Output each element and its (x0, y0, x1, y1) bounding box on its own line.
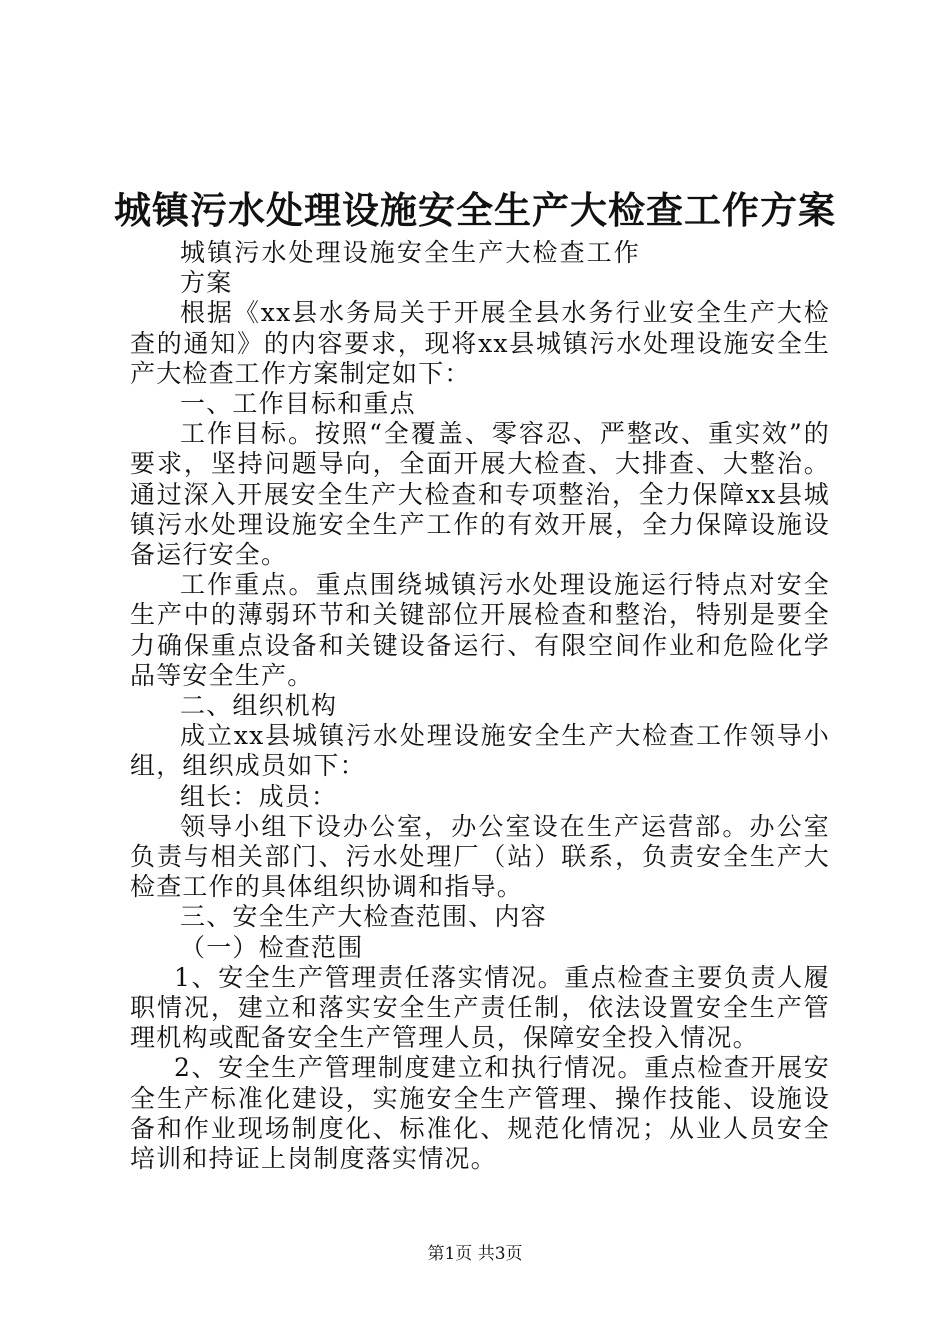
document-body (130, 238, 830, 1174)
list-item-1: 1、安全生产管理责任落实情况。重点检查主要负责人履职情况，建立和落实安全生产责任制，依法设置安全生产管理机构或配备安全生产管理人员，保障安全投入情况。 (130, 962, 830, 1053)
paragraph-members: 组长：成员： (180, 781, 338, 811)
paragraph-organization: 成立xx县城镇污水处理设施安全生产大检查工作领导小组，组织成员如下： (130, 721, 830, 781)
paragraph-goal: 工作目标。按照“全覆盖、零容忍、严整改、重实效”的要求，坚持问题导向，全面开展大检查、大排查、大整治。通过深入开展安全生产大检查和专项整治，全力保障xx县城镇污水处理设施安全生产工作的有效开展，全力保障设施设备运行安全。 (130, 419, 830, 570)
subsection-heading-1: （一）检查范围 (180, 932, 364, 962)
section-heading-3: 三、安全生产大检查范围、内容 (180, 902, 547, 932)
paragraph-focus: 工作重点。重点围绕城镇污水处理设施运行特点对安全生产中的薄弱环节和关键部位开展检查和整治，特别是要全力确保重点设备和关键设备运行、有限空间作业和危险化学品等安全生产。 (130, 570, 830, 690)
list-item-2: 2、安全生产管理制度建立和执行情况。重点检查开展安全生产标准化建设，实施安全生产管理、操作技能、设施设备和作业现场制度化、标准化、规范化情况；从业人员安全培训和持证上岗制度落实情况。 (130, 1053, 830, 1174)
document-title: 城镇污水处理设施安全生产大检查工作方案 (114, 188, 836, 232)
paragraph-office: 领导小组下设办公室，办公室设在生产运营部。办公室负责与相关部门、污水处理厂（站）联系，负责安全生产大检查工作的具体组织协调和指导。 (130, 811, 830, 902)
document-subtitle: 城镇污水处理设施安全生产大检查工作方案 (180, 238, 640, 298)
paragraph-intro: 根据《xx县水务局关于开展全县水务行业安全生产大检查的通知》的内容要求，现将xx县城镇污水处理设施安全生产大检查工作方案制定如下： (130, 298, 830, 388)
section-heading-2: 二、组织机构 (180, 691, 338, 721)
section-heading-1: 一、工作目标和重点 (180, 389, 416, 419)
page-footer: 第1页 共3页 (427, 1244, 523, 1264)
